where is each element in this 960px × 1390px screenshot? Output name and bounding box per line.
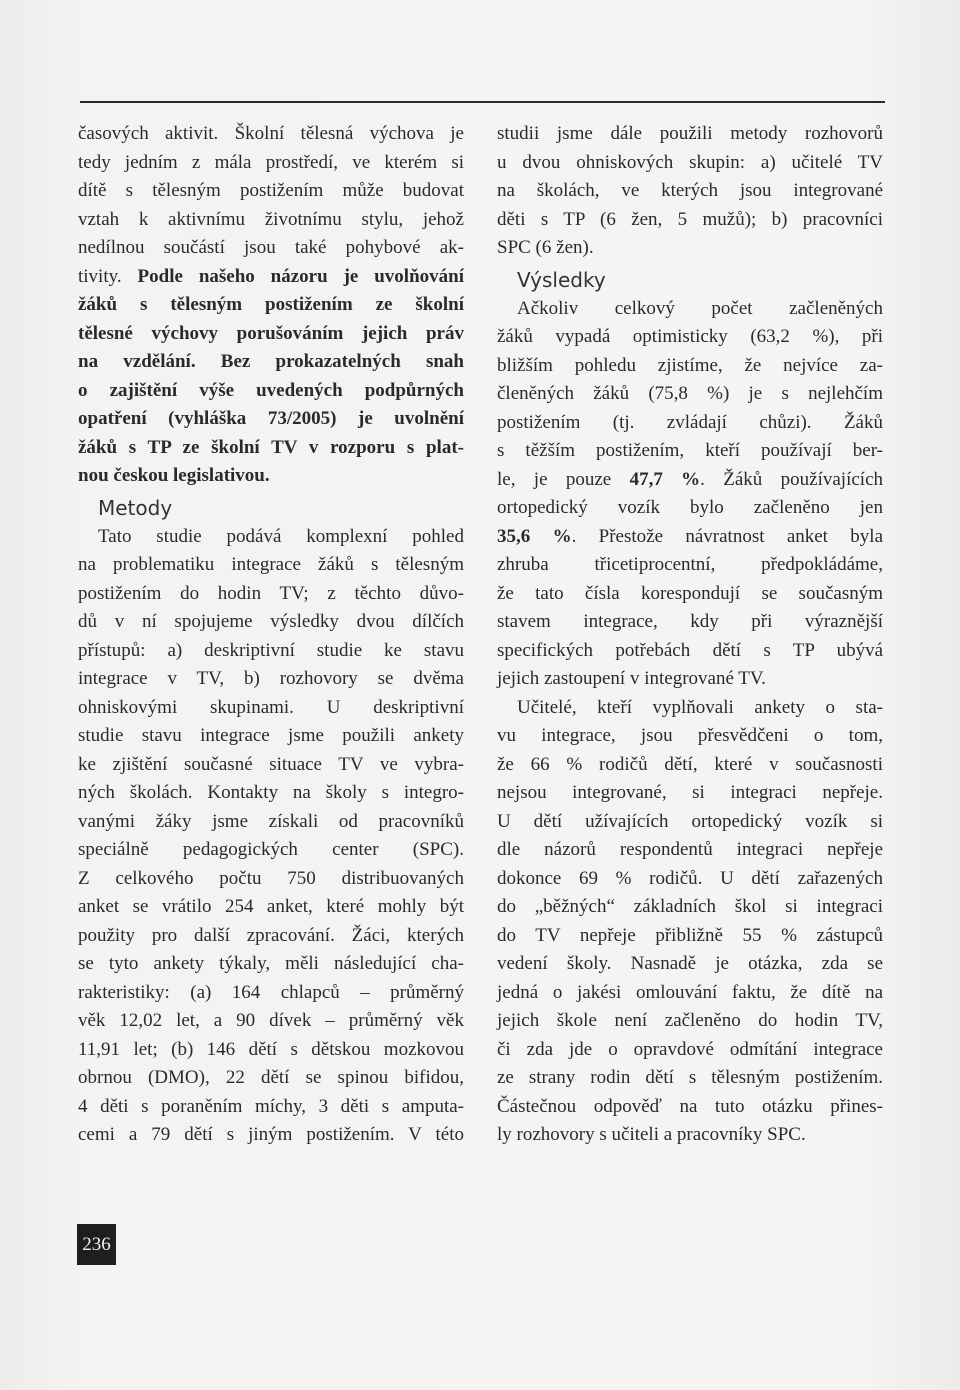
text-line: obrnou (DMO), 22 dětí se spinou bifidou, (78, 1067, 464, 1088)
text-line: dokonce 69 % rodičů. U dětí zařazených (497, 867, 883, 889)
text-run: tivity. (78, 265, 138, 287)
text-line: věk 12,02 let, a 90 dívek – průměrný věk (78, 1010, 464, 1031)
text-line: ly rozhovory s učiteli a pracovníky SPC. (497, 1124, 806, 1145)
text-line: Částečnou odpověď na tuto otázku přines- (497, 1095, 883, 1117)
text-line: zhruba třicetiprocentní, předpokládáme, (497, 554, 883, 575)
bold-text-line: opatření (vyhláška 73/2005) je uvolnění (78, 408, 464, 429)
text-line: speciálně pedagogických center (SPC). (78, 839, 464, 860)
bold-text-run: Podle našeho názoru je uvolňování (137, 265, 464, 287)
text-line: žáků vypadá optimisticky (63,2 %), při (497, 326, 883, 347)
text-line: do „běžných“ základních škol si integraci (497, 896, 883, 917)
text-line: stavem integrace, kdy při výraznější (497, 611, 883, 632)
section-heading-metody: Metody (98, 495, 173, 520)
text-line: studie stavu integrace jsme použili ankety (78, 725, 464, 746)
bold-text-line: na vzdělání. Bez prokazatelných snah (78, 351, 464, 372)
text-line: jejich zastoupení v integrované TV. (497, 668, 766, 689)
text-line: Učitelé, kteří vyplňovali ankety o sta- (517, 696, 883, 718)
right-column (497, 120, 883, 1150)
text-line: členěných žáků (75,8 %) je s nejlehčím (497, 383, 883, 404)
text-line: 11,91 let; (b) 146 dětí s dětskou mozkovou (78, 1038, 464, 1060)
text-line: děti s TP (6 žen, 5 mužů); b) pracovníci (497, 208, 883, 230)
text-line: ze strany rodin dětí s tělesným postižením. (497, 1067, 883, 1088)
text-line: časových aktivit. Školní tělesná výchova je (78, 123, 464, 144)
page-number: 236 (77, 1224, 116, 1265)
text-line: u dvou ohniskových skupin: a) učitelé TV (497, 151, 883, 173)
text-line: rakteristiky: (a) 164 chlapců – průměrný (78, 981, 464, 1003)
text-line: že 66 % rodičů dětí, které v současnosti (497, 753, 883, 775)
text-line: ortopedický vozík bylo začleněno jen (497, 497, 883, 518)
text-line: na školách, ve kterých jsou integrované (497, 180, 883, 201)
text-line: 4 děti s poraněním míchy, 3 děti s amputa- (78, 1095, 464, 1117)
text-line: postižením do hodin TV; z těchto důvo- (78, 582, 464, 604)
text-line-mixed (497, 466, 883, 495)
text-line: přístupů: a) deskriptivní studie ke stavu (78, 639, 464, 661)
text-line: použity pro další zpracování. Žáci, kterých (78, 924, 464, 946)
text-line: vztah k aktivnímu životnímu stylu, jehož (78, 208, 464, 230)
text-line: studii jsme dále použili metody rozhovorů (497, 123, 883, 144)
text-line: vu integrace, jsou přesvědčeni o tom, (497, 725, 883, 746)
bold-text-line: žáků s tělesným postižením ze školní (78, 294, 464, 315)
text-line: ke zjištění současné situace TV ve vybra- (78, 753, 464, 775)
text-line: že tato čísla korespondují se současným (497, 582, 883, 604)
text-line: jedná o jakési omlouvání faktu, že dítě na (497, 981, 883, 1003)
section-heading-vysledky: Výsledky (517, 267, 606, 292)
text-line: dle názorů respondentů integraci nepřeje (497, 839, 883, 860)
bold-percentage: 47,7 % (629, 468, 701, 490)
text-line: tedy jedním z mála prostředí, ve kterém si (78, 151, 464, 173)
bold-text-line: o zajištění výše uvedených podpůrných (78, 379, 464, 401)
text-line: vanými žáky jsme získali od pracovníků (78, 810, 464, 832)
text-line: Z celkového počtu 750 distribuovaných (78, 867, 464, 889)
text-line: U dětí užívajících ortopedický vozík si (497, 810, 883, 832)
bold-text-line: žáků s TP ze školní TV v rozporu s plat- (78, 436, 464, 458)
text-line: Tato studie podává komplexní pohled (98, 525, 464, 547)
text-line: postižením (tj. zvládají chůzi). Žáků (497, 411, 883, 433)
text-line: bližším pohledu zjistíme, že nejvíce za- (497, 354, 883, 376)
text-run: le, je pouze (497, 468, 630, 490)
text-run: . Žáků používajících (700, 468, 883, 490)
text-line-mixed (78, 263, 464, 292)
text-line: či zda jde o opravdové odmítání integrace (497, 1038, 883, 1060)
text-line: dítě s tělesným postižením může budovat (78, 180, 464, 201)
text-line: na problematiku integrace žáků s tělesným (78, 554, 464, 575)
text-line: SPC (6 žen). (497, 237, 594, 258)
text-line: jejich škole není začleněno do hodin TV, (497, 1010, 883, 1031)
text-line: do TV nepřeje přibližně 55 % zástupců (497, 924, 883, 946)
text-line: ohniskovými skupinami. U deskriptivní (78, 696, 464, 718)
text-line: cemi a 79 dětí s jiným postižením. V této (78, 1124, 464, 1145)
text-line: nejsou integrované, si integraci nepřeje. (497, 782, 883, 803)
text-line: anket se vrátilo 254 anket, které mohly být (78, 896, 464, 917)
left-column (78, 120, 464, 1150)
text-line: dů v ní spojujeme výsledky dvou dílčích (78, 611, 464, 632)
header-rule (80, 101, 885, 103)
text-line: Ačkoliv celkový počet začleněných (517, 297, 883, 319)
text-line: vedení školy. Nasnadě je otázka, zda se (497, 953, 883, 974)
text-line: integrace v TV, b) rozhovory se dvěma (78, 668, 464, 689)
bold-text-line: nou českou legislativou. (78, 465, 270, 486)
text-line: nedílnou součástí jsou také pohybové ak- (78, 237, 464, 258)
text-line: ných školách. Kontakty na školy s integro- (78, 782, 464, 803)
bold-percentage: 35,6 % (497, 525, 572, 547)
text-line: se tyto ankety týkaly, měli následující cha- (78, 953, 464, 974)
bold-text-line: tělesné výchovy porušováním jejich práv (78, 322, 464, 344)
text-line: s těžším postižením, kteří používají ber- (497, 440, 883, 461)
text-run: . Přestože návratnost anket byla (571, 525, 883, 547)
text-line: specifických potřebách dětí s TP ubývá (497, 639, 883, 661)
text-line-mixed (497, 523, 883, 552)
